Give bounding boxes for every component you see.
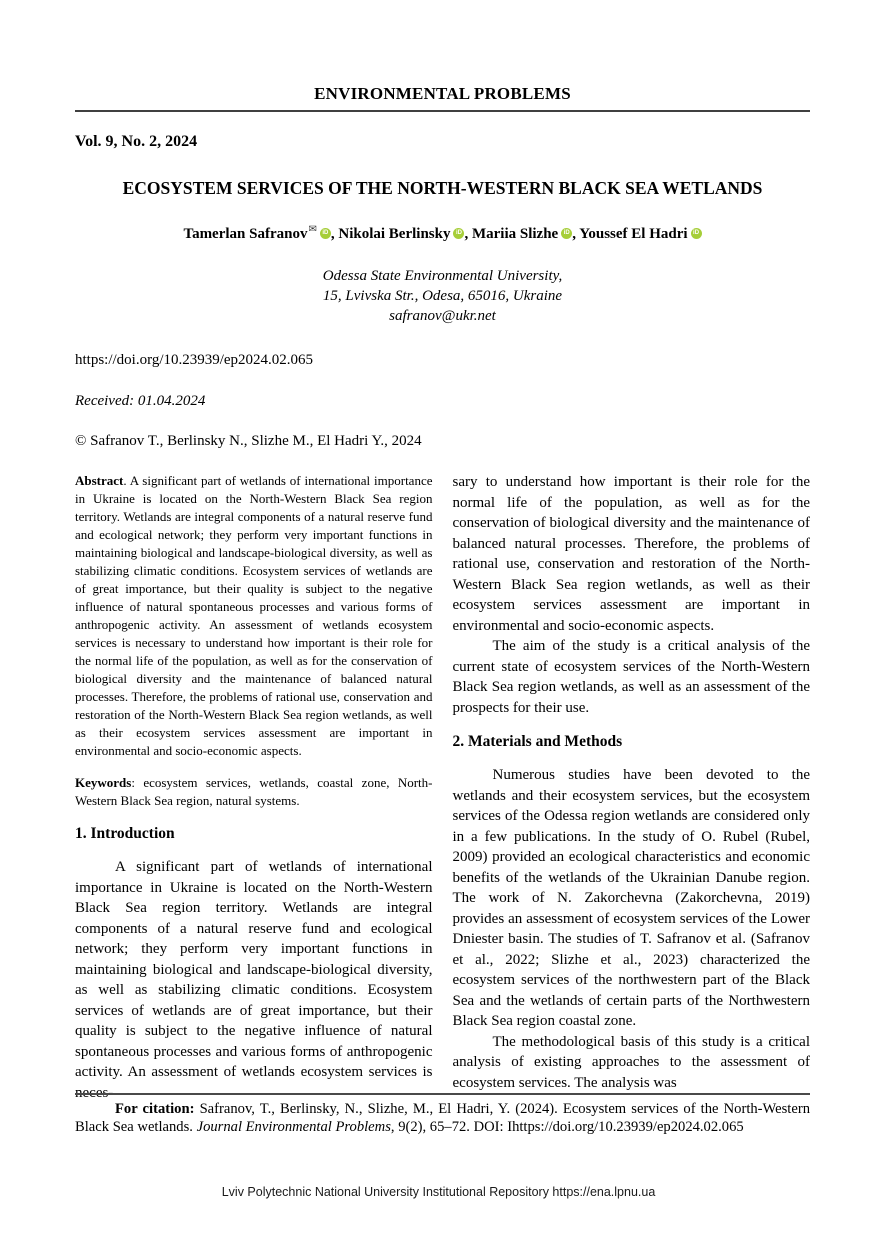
- author-separator: ,: [330, 226, 339, 242]
- abstract-paragraph: [75, 472, 433, 760]
- journal-header: ENVIRONMENTAL PROBLEMS: [75, 84, 810, 112]
- author-name-3: Mariia Slizhe: [471, 226, 559, 242]
- abstract-label: Abstract: [75, 473, 124, 488]
- keywords-paragraph: [75, 774, 433, 810]
- orcid-icon[interactable]: iD: [453, 228, 464, 239]
- affiliation-line-1: Odessa State Environmental University,: [322, 268, 563, 284]
- two-column-body: [75, 472, 810, 1103]
- volume-issue-line: Vol. 9, No. 2, 2024: [75, 133, 198, 150]
- author-name-2: Nikolai Berlinsky: [338, 226, 451, 242]
- repository-footer: Lviv Polytechnic National University Institutional Repository https://ena.lpnu.ua: [221, 1185, 656, 1199]
- section-heading-introduction: 1. Introduction: [75, 825, 175, 842]
- for-citation-label: For citation:: [115, 1101, 195, 1117]
- received-date: Received: 01.04.2024: [75, 393, 206, 409]
- methods-paragraph-2: The methodological basis of this study is a critical analysis of existing approaches to the assessment of ecosystem services. The analysis was: [452, 1033, 810, 1091]
- corresponding-envelope-icon[interactable]: ✉: [308, 224, 317, 235]
- left-column: [75, 472, 433, 1103]
- author-email[interactable]: safranov@ukr.net: [389, 308, 496, 324]
- right-column: [453, 472, 811, 1103]
- section-heading-materials-methods: 2. Materials and Methods: [452, 733, 623, 750]
- article-title: ECOSYSTEM SERVICES OF THE NORTH-WESTERN BLACK SEA WETLANDS: [122, 178, 763, 198]
- authors-line: [75, 224, 810, 243]
- citation-journal-name: Journal Environmental Problems: [196, 1118, 391, 1135]
- affiliation-block: [75, 266, 810, 326]
- copyright-line: © Safranov T., Berlinsky N., Slizhe M., El Hadri Y., 2024: [75, 433, 422, 449]
- methods-paragraph-1: Numerous studies have been devoted to the wetlands and their ecosystem services, but the ecosystem services of the Odessa region wetlands are considered only in a few publications. In the study of O. Rubel (Rubel, 2009) provided an ecological characteristics and economic benefits of the wetlands of the Ukrainian Danube region. The work of N. Zakorchevna (Zakorchevna, 2019) provides an assessment of ecosystem services of the Lower Dniester basin. The studies of T. Safranov et al. (Safranov et al., 2022; Slizhe et al., 2023) characterized the ecosystem services of the northwestern part of the Black Sea and the wetlands of certain parts of the Northwestern Black Sea region coastal zone.: [452, 767, 810, 1029]
- orcid-icon[interactable]: iD: [691, 228, 702, 239]
- author-name-4: Youssef El Hadri: [579, 226, 688, 242]
- keywords-text: : ecosystem services, wetlands, coastal zone, North-Western Black Sea region, natural systems.: [75, 775, 433, 808]
- author-name-1: Tamerlan Safranov: [183, 226, 308, 242]
- introduction-continuation: sary to understand how important is their role for the normal life of the population, as well as for the conservation of biological diversity and the maintenance of balanced natural processes. Therefore, the problems of rational use, conservation and restoration of the North-Western Black Sea region wetlands, as well as their ecosystem services assessment are important in environmental and socio-economic aspects.: [452, 474, 810, 634]
- orcid-icon[interactable]: iD: [561, 228, 572, 239]
- page-content: [75, 0, 810, 1103]
- aim-paragraph: The aim of the study is a critical analysis of the current state of ecosystem services of the North-Western Black Sea region wetlands, as well as an assessment of the prospects for their use.: [452, 638, 810, 716]
- author-separator: ,: [464, 226, 472, 242]
- keywords-label: Keywords: [75, 775, 132, 790]
- doi-link[interactable]: https://doi.org/10.23939/ep2024.02.065: [75, 352, 314, 368]
- introduction-paragraph: A significant part of wetlands of international importance in Ukraine is located on the North-Western Black Sea region territory. Wetlands are integral components of a natural reserve fund and ecological network; they perform very important functions in maintaining biological and landscape-biological diversity, as well as stabilizing climatic conditions. Ecosystem services of wetlands are of great importance, but their quality is subject to the negative influence of natural spontaneous processes and various forms of anthropogenic activity. An assessment of wetlands ecosystem services is neces-: [75, 859, 433, 1101]
- orcid-icon[interactable]: iD: [320, 228, 331, 239]
- abstract-text: . A significant part of wetlands of international importance in Ukraine is located on the North-Western Black Sea region territory. Wetlands are integral components of a natural reserve fund and ecological network; they perform very important functions in maintaining biological and landscape-biological diversity, as well as stabilizing climatic conditions. Ecosystem services of wetlands are of great importance, but their quality is subject to the negative influence of natural spontaneous processes and various forms of anthropogenic activity. An assessment of wetlands ecosystem services is necessary to understand how important is their role for the normal life of the population, as well as for the conservation of biological diversity and the maintenance of balanced natural processes. Therefore, the problems of rational use, conservation and restoration of the North-Western Black Sea region wetlands, as well as their ecosystem services assessment are important in environmental and socio-economic aspects.: [75, 473, 433, 758]
- citation-doi-text: , 9(2), 65–72. DOI: Ihttps://doi.org/10.23939/ep2024.02.065: [390, 1118, 744, 1135]
- author-separator: ,: [572, 226, 580, 242]
- affiliation-line-2: 15, Lvivska Str., Odesa, 65016, Ukraine: [322, 288, 563, 304]
- for-citation-block: [75, 1093, 810, 1136]
- citation-text: Safranov, T., Berlinsky, N., Slizhe, M., El Hadri, Y. (2024). Ecosystem services of the North-Western Black Sea wetlands.: [75, 1101, 810, 1135]
